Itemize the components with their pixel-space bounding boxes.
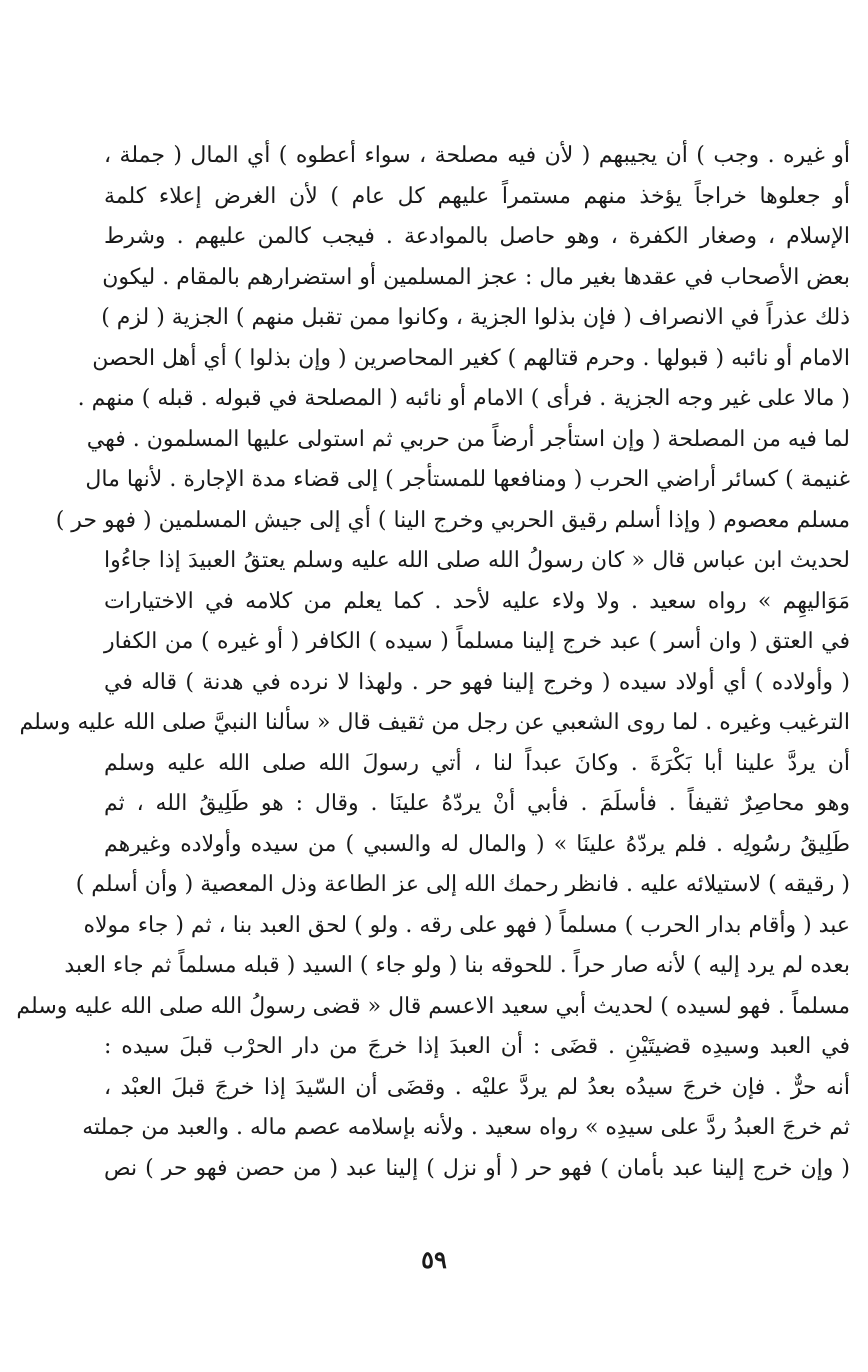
text-line: ثم خرجَ العبدُ ردَّ على سيدِه » رواه سعيد . ولأنه بإسلامه عصم ماله . والعبد من جملته	[82, 1115, 850, 1140]
text-line: أن يردَّ علينا أبا بَكْرَةَ . وكانَ عبداً لنا ، أتي رسولَ الله صلى الله عليه وسلم	[104, 750, 850, 776]
body-text	[16, 136, 850, 1189]
text-line: ( مالا على غير وجه الجزية . فرأى ) الامام أو نائبه ( المصلحة في قبوله . قبله ) منهم .	[77, 386, 850, 411]
text-line: الامام أو نائبه ( قبولها . وحرم قتالهم ) كغير المحاصرين ( وإن بذلوا ) أي أهل الحصن	[92, 345, 850, 371]
page-number: ٥٩	[421, 1245, 447, 1274]
text-line: وهو محاصِرٌ ثقيفاً . فأسلَمَ . فأبي أنْ يردّهُ علينَا . وقال : هو طَلِيقُ الله ، ثم	[104, 791, 850, 816]
text-line: مَوَاليهِم » رواه سعيد . ولا ولاء عليه لأحد . كما يعلم من كلامه في الاختيارات	[104, 588, 850, 614]
text-line: الترغيب وغيره . لما روى الشعبي عن رجل من ثقيف قال « سألنا النبيَّ صلى الله عليه وسلم	[19, 710, 850, 735]
text-line: طَلِيقُ رسُولِه . فلم يردّهُ علينَا » ( والمال له والسبي ) من سيده وأولاده وغيرهم	[104, 831, 850, 857]
text-line: لحديث ابن عباس قال « كان رسولُ الله صلى الله عليه وسلم يعتقُ العبيدَ إذا جاءُوا	[104, 548, 850, 573]
text-line: ( وإن خرج إلينا عبد بأمان ) فهو حر ( أو نزل ) إلينا عبد ( من حصن فهو حر ) نص	[104, 1155, 850, 1181]
text-line: الإسلام ، وصغار الكفرة ، وهو حاصل بالموادعة . فيجب كالمن عليهم . وشرط	[104, 224, 850, 249]
text-line: أنه حرٌّ . فإن خرجَ سيدُه بعدُ لم يردَّ عليْه . وقضَى أن السّيدَ إذا خرجَ قبلَ العبْد ،	[104, 1074, 850, 1100]
text-line: أو غيره . وجب ) أن يجيبهم ( لأن فيه مصلحة ، سواء أعطوه ) أي المال ( جملة ،	[104, 143, 850, 168]
text-line: ( وأولاده ) أي أولاد سيده ( وخرج إلينا فهو حر . ولهذا لا نرده في هدنة ) قاله في	[104, 669, 850, 695]
text-line: بعض الأصحاب في عقدها بغير مال : عجز المسلمين أو استضرارهم بالمقام . ليكون	[102, 264, 850, 290]
text-line: في العبد وسيدِه قضيتَيْنِ . قضَى : أن العبدَ إذا خرجَ من دار الحرْب قبلَ سيده :	[104, 1034, 850, 1059]
text-line: عبد ( وأقام بدار الحرب ) مسلماً ( فهو على رقه . ولو ) لحق العبد بنا ، ثم ( جاء مولاه	[83, 912, 850, 938]
text-line: ( رقيقه ) لاستيلائه عليه . فانظر رحمك الله إلى عز الطاعة وذل المعصية ( وأن أسلم )	[75, 872, 850, 897]
text-line: لما فيه من المصلحة ( وإن استأجر أرضاً من حربي ثم استولى عليها المسلمون . فهي	[86, 426, 850, 452]
text-line: أو جعلوها خراجاً يؤخذ منهم مستمراً عليهم كل عام ) لأن الغرض إعلاء كلمة	[104, 183, 850, 209]
text-line: غنيمة ) كسائر أراضي الحرب ( ومنافعها للمستأجر ) إلى قضاء مدة الإجارة . لأنها مال	[85, 467, 850, 492]
text-line: ذلك عذراً في الانصراف ( فإن بذلوا الجزية ، وكانوا ممن تقبل منهم ) الجزية ( لزم )	[101, 305, 850, 330]
text-line: مسلم معصوم ( وإذا أسلم رقيق الحربي وخرج الينا ) أي إلى جيش المسلمين ( فهو حر )	[55, 507, 850, 533]
text-line: مسلماً . فهو لسيده ) لحديث أبي سعيد الاعسم قال « قضى رسولُ الله صلى الله عليه وسلم	[16, 993, 850, 1019]
text-line: بعده لم يرد إليه ) لأنه صار حراً . للحوقه بنا ( ولو جاء ) السيد ( قبله مسلماً ثم جاء العبد	[64, 953, 850, 978]
text-line: في العتق ( وان أسر ) عبد خرج إلينا مسلماً ( سيده ) الكافر ( أو غيره ) من الكفار	[104, 629, 850, 654]
